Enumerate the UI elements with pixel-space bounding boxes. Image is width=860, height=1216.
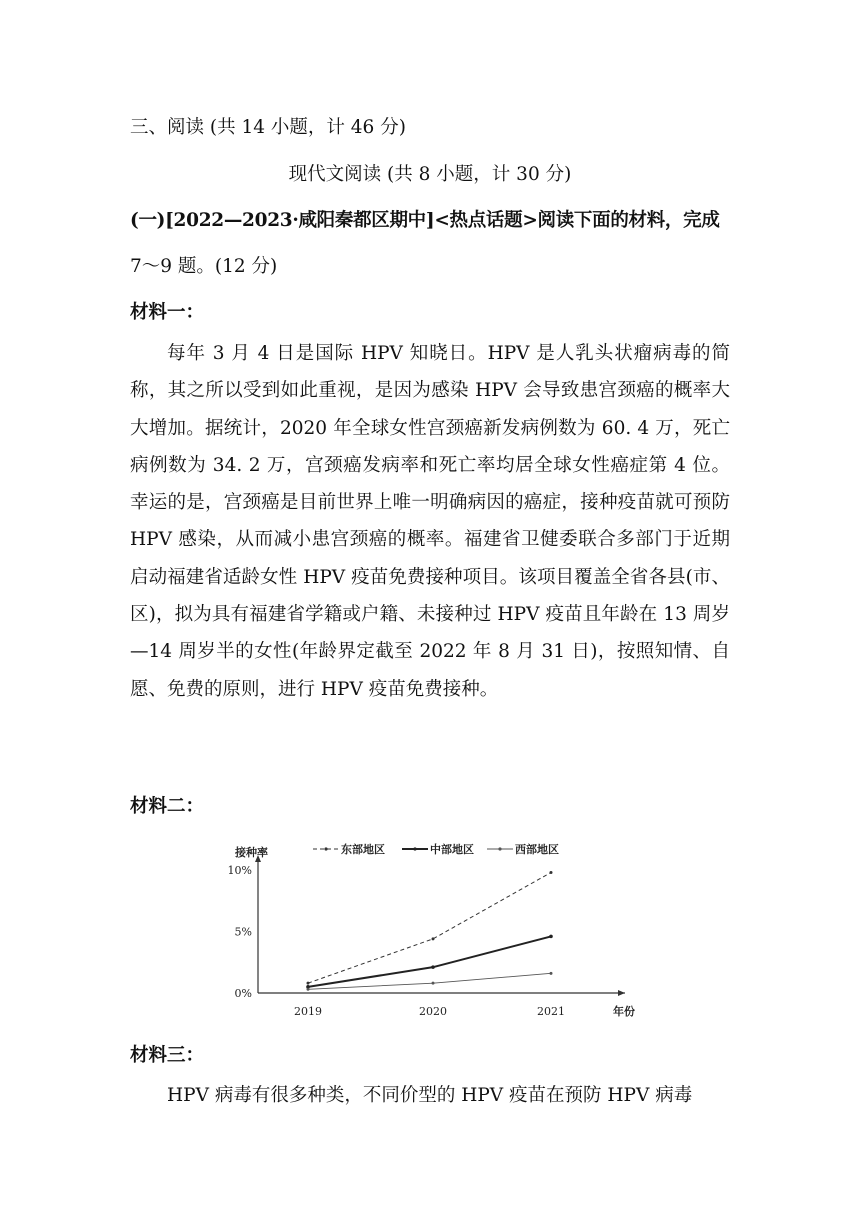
data-point [432, 937, 435, 940]
question-intro: (一)[2022—2023·咸阳秦都区期中]<热点话题>阅读下面的材料，完成 [130, 210, 720, 231]
y-tick-label: 0% [234, 987, 252, 1000]
series-line-0 [308, 872, 551, 983]
material3-paragraph: HPV 病毒有很多种类，不同价型的 HPV 疫苗在预防 HPV 病毒 [167, 1085, 693, 1106]
x-tick-label: 2020 [419, 1005, 447, 1018]
x-tick-label: 2019 [294, 1005, 322, 1018]
legend-marker-0 [324, 847, 327, 850]
data-point [307, 988, 310, 991]
y-tick-label: 10% [227, 864, 252, 877]
legend-label-0: 东部地区 [341, 843, 385, 856]
section-heading: 三、阅读 (共 14 小题，计 46 分) [130, 117, 406, 138]
material3-label: 材料三： [130, 1045, 205, 1066]
legend-marker-1 [413, 847, 416, 850]
vaccination-rate-chart [225, 835, 645, 1025]
material1-label: 材料一： [130, 302, 205, 323]
material1-body [130, 335, 730, 708]
y-tick-label: 5% [234, 925, 252, 939]
data-point [550, 972, 553, 975]
question-intro-line2: 7～9 题。(12 分) [130, 256, 278, 277]
subsection-heading: 现代文阅读 (共 8 小题，计 30 分) [288, 164, 572, 185]
legend-label-2: 西部地区 [515, 843, 559, 856]
material3-body [130, 1077, 730, 1114]
x-tick-label: 2021 [537, 1005, 565, 1018]
material2-label: 材料二： [130, 796, 205, 817]
x-axis-arrow [618, 990, 625, 996]
data-point [431, 965, 435, 969]
x-axis-label: 年份 [613, 1005, 635, 1018]
legend-label-1: 中部地区 [430, 843, 474, 856]
data-point [307, 982, 310, 985]
legend-marker-2 [498, 847, 501, 850]
data-point [432, 982, 435, 985]
data-point [549, 935, 553, 939]
y-axis-label: 接种率 [235, 846, 268, 859]
series-line-1 [308, 936, 551, 986]
material1-paragraph: 每年 3 月 4 日是国际 HPV 知晓日。HPV 是人乳头状瘤病毒的简称，其之所以受到如此重视，是因为感染 HPV 会导致患宫颈癌的概率大大增加。据统计，2020 年全球女性宫颈癌新发病例数为 60. 4 万，死亡病例数为 34. 2 万，宫颈癌发病率和死亡率均居全球女性癌症第 4 位。幸运的是，宫颈癌是目前世界上唯一明确病因的癌症，接种疫苗就可预防 HPV 感染，从而减小患宫颈癌的概率。福建省卫健委联合多部门于近期启动福建省适龄女性 HPV 疫苗免费接种项目。该项目覆盖全省各县(市、区)，拟为具有福建省学籍或户籍、未接种过 HPV 疫苗且年龄在 13 周岁—14 周岁半的女性(年龄界定截至 2022 年 8 月 31 日)，按照知情、自愿、免费的原则，进行 HPV 疫苗免费接种。 [130, 343, 730, 700]
data-point [550, 871, 553, 874]
